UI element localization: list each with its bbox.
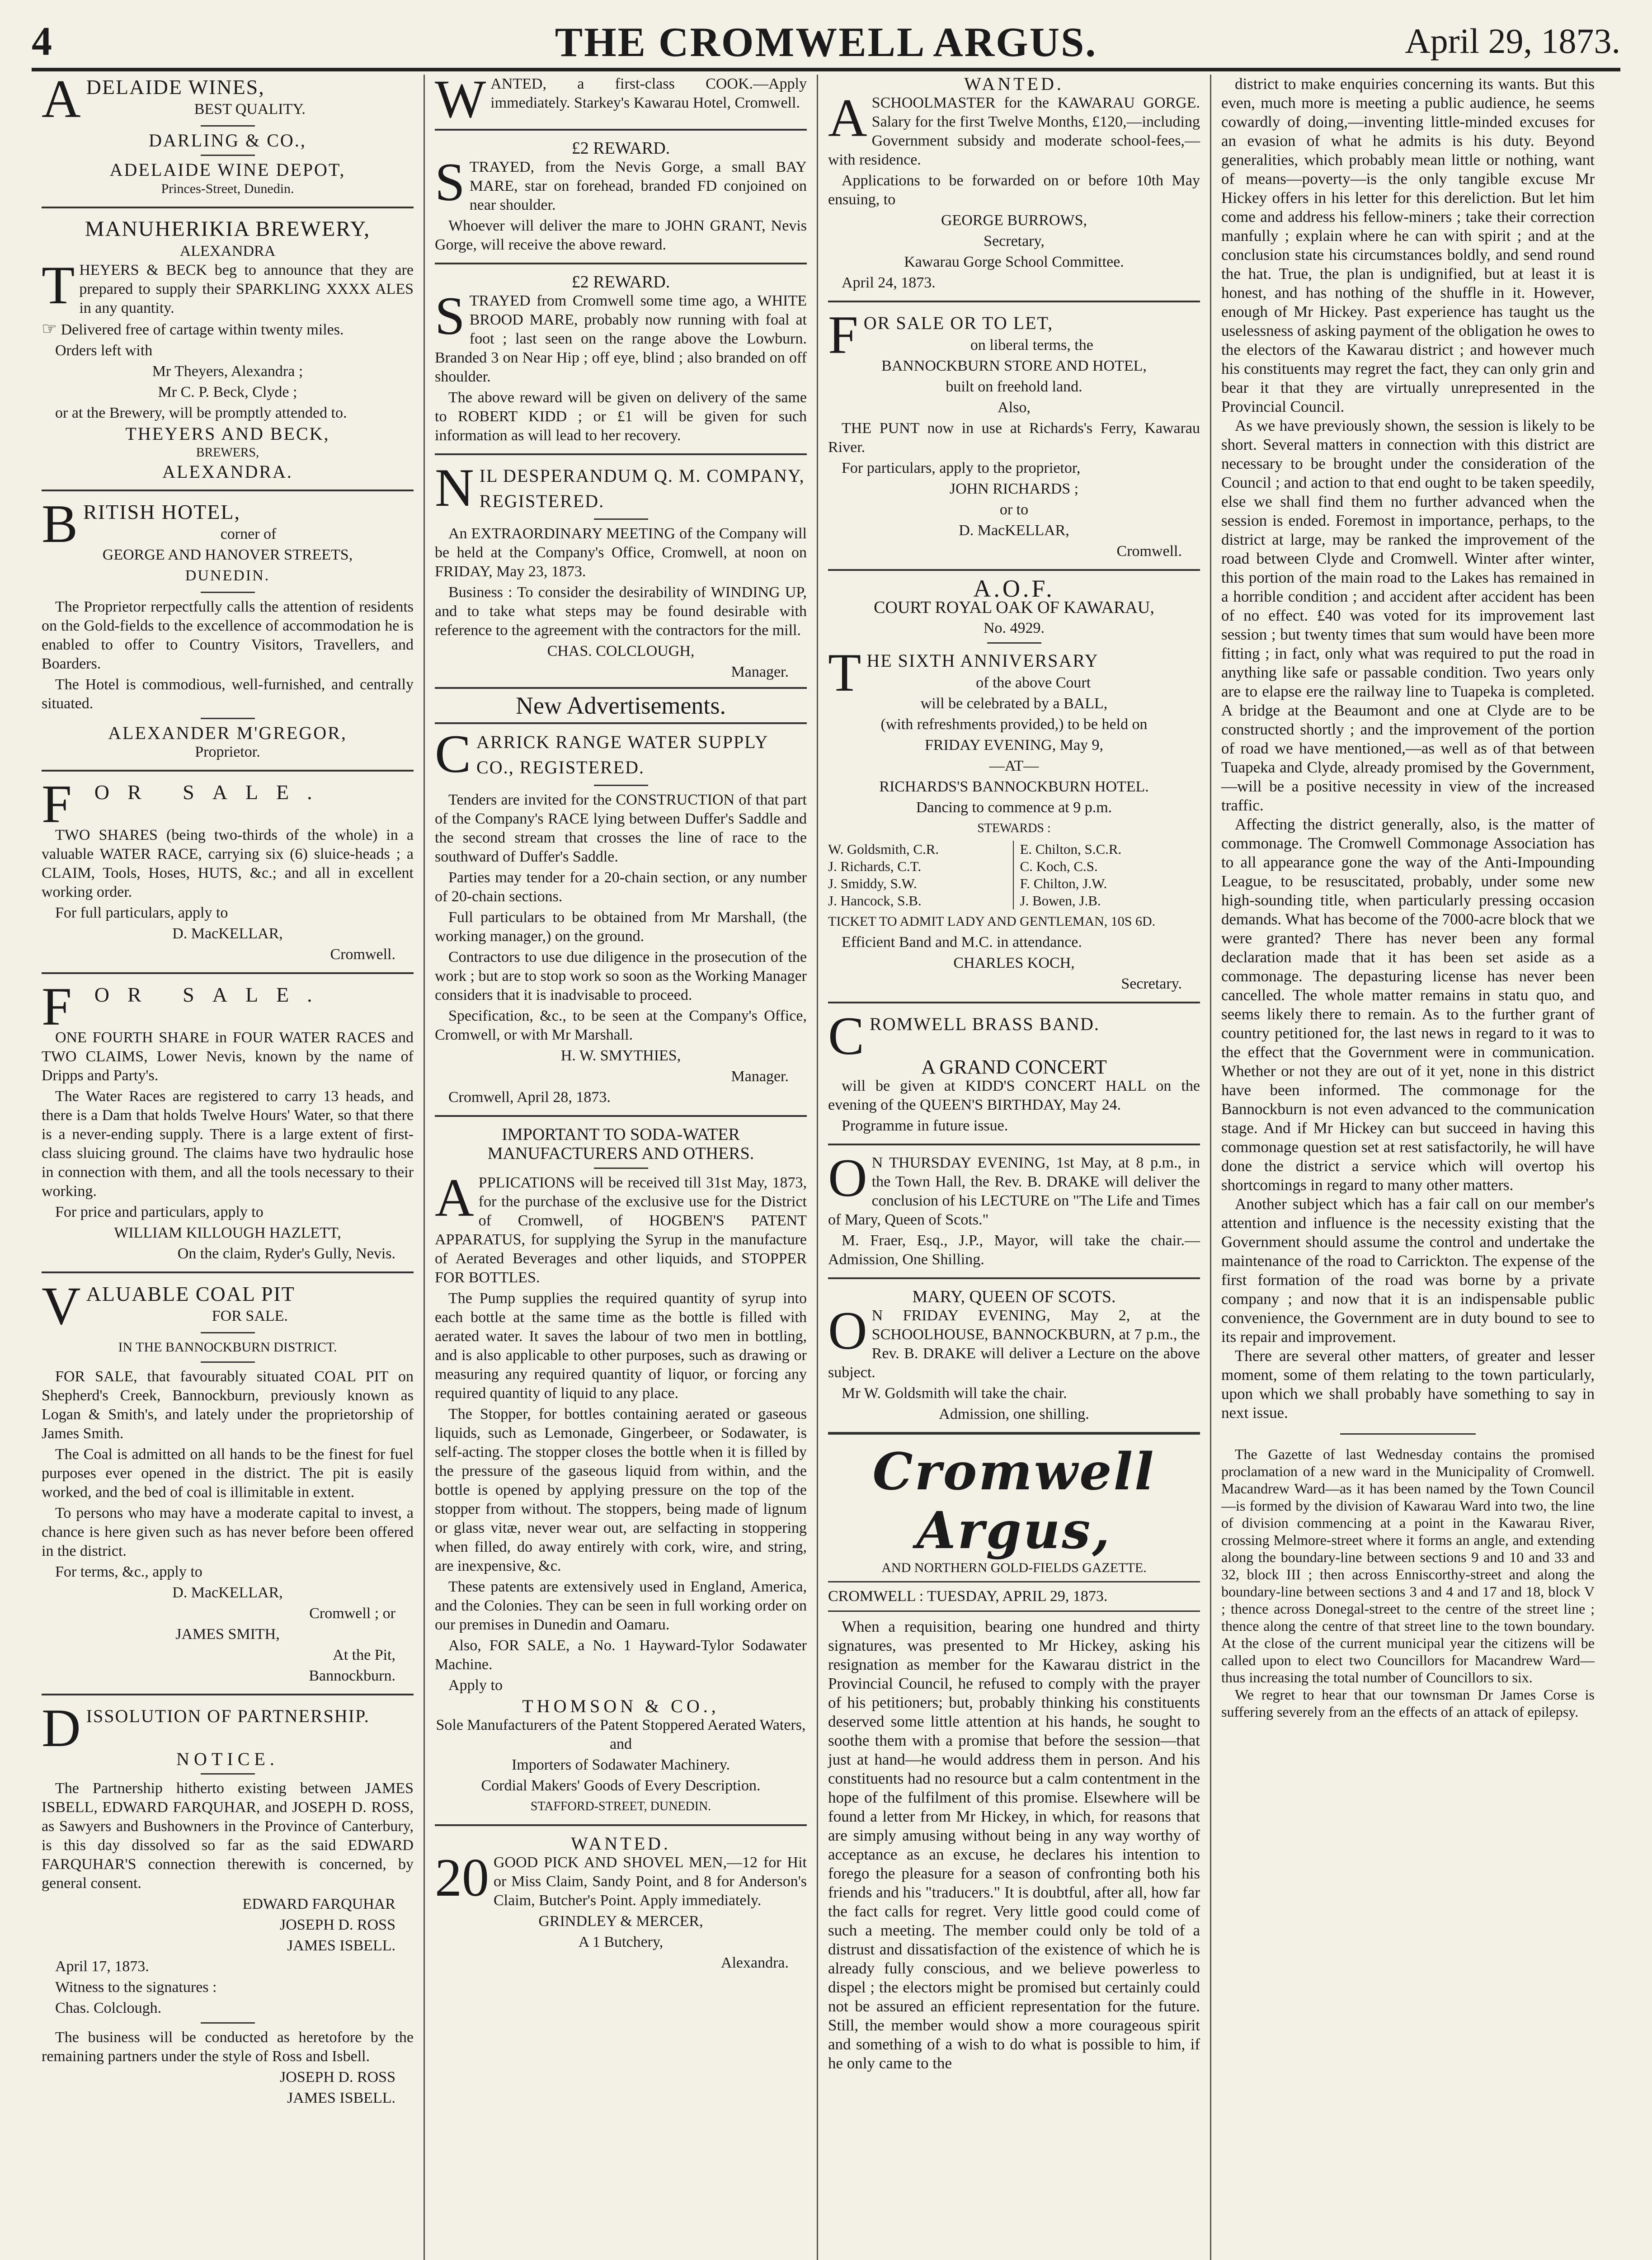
ad-line: or to	[999, 501, 1029, 518]
drop-cap: D	[42, 1698, 82, 1758]
column-1	[32, 75, 425, 2260]
notice-label: NOTICE.	[176, 1749, 279, 1769]
signature: JOHN RICHARDS ;	[949, 480, 1079, 497]
ad-text: HEYERS & BECK beg to announce that they are prepared to supply their SPARKLING XXXX ALES in any quantity.	[79, 262, 414, 316]
news-paragraph: We regret to hear that our townsman Dr James Corse is suffering severely from an the effects of an attack of epilepsy.	[1221, 1686, 1595, 1720]
firm-line: Sole Manufacturers of the Patent Stoppered Aerated Waters, and	[436, 1717, 806, 1752]
ad-text: Mr W. Goldsmith will take the chair.	[842, 1385, 1067, 1402]
issue-date: April 29, 1873.	[1405, 21, 1620, 61]
ad-text: FOR SALE, that favourably situated COAL PIT on Shepherd's Creek, Bannockburn, previously known as Logan & Smith's, and lately under the proprietorship of James Smith.	[42, 1368, 414, 1442]
ad-heading: £2 REWARD.	[571, 273, 670, 292]
ad-text: Contractors to use due diligence in the prosecution of the work ; but are to stop work so soon as the Working Manager considers that it is inadvisable to proceed.	[435, 949, 807, 1003]
pointing-hand-icon: ☞	[42, 320, 57, 339]
ad-text: Whoever will deliver the mare to JOHN GRANT, Nevis Gorge, will receive the above reward.	[435, 217, 807, 253]
ad-title: IL DESPERANDUM Q. M. COMPANY, REGISTERED.	[479, 466, 805, 511]
date: Cromwell, April 28, 1873.	[448, 1089, 611, 1106]
ad-line: —AT—	[989, 758, 1039, 774]
ad-text: THE PUNT now in use at Richards's Ferry, Kawarau River.	[828, 420, 1200, 456]
ad-line: IN THE BANNOCKBURN DISTRICT.	[118, 1340, 337, 1355]
ad-heading: A GRAND CONCERT	[921, 1056, 1107, 1078]
column-4	[1211, 75, 1605, 2260]
signature: THEYERS AND BECK,	[125, 424, 330, 444]
column-2	[425, 75, 818, 2260]
signature: ALEXANDER M'GREGOR,	[108, 723, 347, 743]
ad-line: DUNEDIN.	[185, 567, 270, 584]
ad-heading: WANTED.	[964, 75, 1064, 94]
drop-cap: F	[42, 976, 90, 1036]
ad-line: No. 4929.	[983, 620, 1045, 636]
columns	[32, 75, 1620, 2260]
signature: JAMES SMITH,	[175, 1626, 280, 1643]
ad-subtitle: BEST QUALITY.	[194, 101, 306, 118]
drop-cap: T	[828, 642, 862, 702]
signature: GRINDLEY & MERCER,	[538, 1913, 703, 1930]
ad-text: Apply to	[448, 1677, 503, 1694]
ad-subtitle: FOR SALE.	[212, 1308, 288, 1324]
signature-town: Alexandra.	[720, 1954, 789, 1971]
drop-cap: F	[42, 774, 90, 834]
ad-for-sale-water-race	[42, 774, 414, 964]
signature: EDWARD FARQUHAR	[242, 1896, 395, 1912]
signature: JOSEPH D. ROSS	[279, 2069, 395, 2086]
nameplate-title: Cromwell Argus,	[872, 1442, 1156, 1560]
ad-line: FRIDAY EVENING, May 9,	[924, 737, 1104, 753]
ad-text: Full particulars to be obtained from Mr Marshall, (the working manager,) on the ground.	[435, 909, 807, 945]
drop-cap: S	[435, 152, 465, 212]
ad-title: DELAIDE WINES,	[86, 75, 265, 99]
ad-lecture-schoolhouse	[828, 1287, 1200, 1424]
steward: W. Goldsmith, C.R.	[828, 841, 939, 857]
ad-title: OR SALE.	[94, 781, 330, 804]
ad-title: HE SIXTH ANNIVERSARY	[866, 650, 1099, 671]
ad-wanted-pick-shovel	[435, 1834, 807, 1973]
news-paragraph: The Gazette of last Wednesday contains the promised proclamation of a new ward in the Municipality of Cromwell. Macandrew Ward—as it has been named by the Town Council—is formed by the division of Kawarau Ward into two, the line of division commencing at a point in the Kawarau River, crossing Melmore-street where it forms an angle, and extending along the boundary-line between sections 9 and 10 and 33 and 32, block III ; then across Enniscorthy-street and along the boundary-line between sections 3 and 4 and 17 and 18, block V ; thence across Donegal-street to the centre of the street line ; thence along the centre of that street line to the town boundary. At the close of the current municipal year the citizens will be called upon to elect two Councillors for Macandrew Ward—thus increasing the total number of Councillors to six.	[1221, 1446, 1595, 1686]
steward: F. Chilton, J.W.	[1020, 876, 1107, 891]
drop-cap: O	[828, 1148, 867, 1208]
steward: J. Hancock, S.B.	[828, 893, 922, 909]
signature-address: On the claim, Ryder's Gully, Nevis.	[177, 1245, 395, 1262]
signature-town: Cromwell.	[1116, 543, 1182, 560]
editorial-paragraph: As we have previously shown, the session is likely to be short. Several matters in connection with this district are necessary to be brought under the consideration of the Council ; and action to that end ought to be taken speedily, else we shall find them no further advanced when the session is ended. Foremost in importance, perhaps, to the district at large, may be ranked the improvement of the road between Clyde and Cromwell. Winter after winter, this portion of the main road to the Lakes has remained in a horrible condition ; and accident after accident has been of no effect. £40 was voted for its improvement last session ; but twenty times that sum would have been more fitting ; in fact, only what was required to put the road in anything like safe or passable condition. Two years only are to elapse ere the railway line to Tuapeka is completed. A bridge at the Beaumont and one at Clyde are to be constructed shortly ; and the improvement of the portion of road we have mentioned,—as well as of that between Tuapeka and Clyde, already promised by the Government,—will be a positive necessity in view of the increased traffic.	[1221, 417, 1595, 814]
ad-text: For particulars, apply to the proprietor,	[842, 460, 1081, 476]
steward: J. Richards, C.T.	[828, 858, 922, 874]
ad-text: The Proprietor rerpectfully calls the attention of residents on the Gold-fields to the excellence of accommodation he is enabled to offer to Country Visitors, Travellers, and Boarders.	[42, 598, 414, 672]
drop-cap: N	[435, 457, 475, 518]
ad-text: Admission, one shilling.	[939, 1406, 1089, 1422]
ad-line: GEORGE AND HANOVER STREETS,	[102, 546, 353, 563]
ad-line: Dancing to commence at 9 p.m.	[916, 799, 1112, 816]
ad-text: These patents are extensively used in England, America, and the Colonies. They can be seen in full working order on our premises in Dunedin and Oamaru.	[435, 1578, 807, 1633]
ad-british-hotel	[42, 494, 414, 762]
address: Princes-Street, Dunedin.	[161, 181, 294, 196]
firm-name: THOMSON & CO.,	[522, 1696, 720, 1716]
ad-text: Business : To consider the desirability of WINDING UP, and to take what steps may be found desirable with reference to the agreement with the contractors for the mill.	[435, 584, 807, 639]
ad-title: MANUHERIKIA BREWERY,	[85, 217, 371, 241]
drop-cap: C	[435, 724, 472, 784]
signature: JOSEPH D. ROSS	[279, 1916, 395, 1933]
ad-text: N FRIDAY EVENING, May 2, at the SCHOOLHOUSE, BANNOCKBURN, at 7 p.m., the Rev. B. DRAKE will deliver a Lecture on the above subject.	[828, 1307, 1200, 1381]
signature-role: BREWERS,	[196, 446, 259, 460]
ad-reward-white-mare	[435, 273, 807, 445]
date: April 24, 1873.	[842, 274, 936, 291]
drop-cap: A	[828, 88, 867, 148]
steward: C. Koch, C.S.	[1020, 858, 1098, 874]
ad-bannockburn-store	[828, 305, 1200, 561]
drop-cap: V	[42, 1276, 82, 1336]
ad-reward-bay-mare	[435, 139, 807, 254]
firm-line: Cordial Makers' Goods of Every Description.	[481, 1777, 761, 1794]
ad-line: (with refreshments provided,) to be held on	[880, 716, 1148, 733]
signature-role: Secretary.	[1121, 975, 1182, 992]
signature-org: Kawarau Gorge School Committee.	[904, 254, 1124, 270]
ad-title: OR SALE.	[94, 983, 330, 1006]
ad-text: The Partnership hitherto existing between JAMES ISBELL, EDWARD FARQUHAR, and JOSEPH D. ROSS, as Sawyers and Bushowners in the Province of Canterbury, is this day dissolved so far as the said EDWARD FARQUHAR'S connection therewith is concerned, by general consent.	[42, 1780, 414, 1892]
newspaper-title: THE CROMWELL ARGUS.	[555, 19, 1097, 65]
agent: Mr Theyers, Alexandra ;	[152, 363, 303, 380]
ad-for-sale-nevis	[42, 976, 414, 1263]
editorial-paragraph: Another subject which has a fair call on our member's attention and influence is the necessity existing that the Government should assume the control and undertake the maintenance of the road to Carrickton. The expense of the first formation of the road was borne by a private company ; and now that it is an indispensable public convenience, the Government are in duty bound to see to its repair and improvement.	[1221, 1195, 1595, 1346]
ad-text: The business will be conducted as heretofore by the remaining partners under the style of Ross and Isbell.	[42, 2029, 414, 2065]
ad-lecture-town-hall	[828, 1148, 1200, 1269]
signature: D. MacKELLAR,	[959, 522, 1069, 539]
ad-text: will be given at KIDD'S CONCERT HALL on the evening of the QUEEN'S BIRTHDAY, May 24.	[828, 1078, 1200, 1113]
ad-line: BANNOCKBURN STORE AND HOTEL,	[881, 358, 1147, 374]
signature-role: Secretary,	[984, 233, 1045, 250]
ad-aof-ball	[828, 575, 1200, 993]
drop-cap: A	[42, 75, 82, 129]
ad-line: of the above Court	[976, 674, 1091, 691]
signature: D. MacKELLAR,	[172, 1584, 283, 1601]
column-3	[818, 75, 1211, 2260]
ad-text: The Water Races are registered to carry 13 heads, and there is a Dam that holds Twelve Hours' Water, so that there is a never-ending supply. There is a large extent of first-class sluicing ground. The claims have two hydraulic hose in connection with them, and all the tools necessary to their working.	[42, 1088, 414, 1200]
ad-heading: A.O.F.	[973, 575, 1055, 602]
ad-text: SCHOOLMASTER for the KAWARAU GORGE. Salary for the first Twelve Months, £120,—including Government subsidy and moderate school-fees,—with residence.	[828, 94, 1200, 168]
drop-cap: W	[435, 75, 486, 129]
nameplate-subtitle: AND NORTHERN GOLD-FIELDS GAZETTE.	[828, 1560, 1200, 1582]
ad-text: Witness to the signatures :	[55, 1979, 217, 1996]
ad-carrick-range	[435, 724, 807, 1107]
ad-text: TWO SHARES (being two-thirds of the whole) in a valuable WATER RACE, carrying six (6) sluice-heads ; a CLAIM, Tools, Hoses, HUTS, &c.; and all in excellent working order.	[42, 827, 414, 900]
signature: CHAS. COLCLOUGH,	[547, 643, 695, 659]
drop-cap: B	[42, 494, 79, 554]
ad-text: Programme in future issue.	[842, 1117, 1008, 1134]
ad-title: ARRICK RANGE WATER SUPPLY CO., REGISTERED.	[476, 732, 768, 777]
ad-title: OR SALE OR TO LET,	[863, 313, 1054, 333]
agent: Mr C. P. Beck, Clyde ;	[158, 384, 297, 400]
editorial-paragraph: Affecting the district generally, also, is the matter of commonage. The Cromwell Commonage Association has to all appearance gone the way of the Anti-Impounding League, to be resuscitated, probably, under some new high-sounding title, when particularly pressing occasion demands. What has become of the 7000-acre block that we were granted? There has never been any formal declaration made that it has been set aside as a commonage. The depasturing license has never been cancelled. The whole matter remains in statu quo, and seems likely there to remain. As to the further grant of country petitioned for, the last news in regard to it was to the effect that the Government were in communication. Whether or not they are out of it yet, none in this district have been informed. The commonage for the Bannockburn is not even advanced to the communication stage. And if Mr Hickey can but succeed in having this commonage question set at rest satisfactorily, he will have done the district a service which will overtop his shortcomings in regard to many other matters.	[1221, 815, 1595, 1194]
stewards-heading: STEWARDS :	[977, 821, 1051, 835]
steward: E. Chilton, S.C.R.	[1020, 841, 1122, 857]
masthead	[32, 14, 1620, 71]
signature-role: Manager.	[731, 1068, 789, 1085]
ad-line: will be celebrated by a BALL,	[920, 695, 1108, 712]
drop-cap: S	[435, 286, 465, 346]
signature: H. W. SMYTHIES,	[560, 1047, 681, 1064]
ad-line: built on freehold land.	[946, 378, 1083, 395]
drop-cap: 20	[435, 1847, 489, 1907]
drop-cap: A	[435, 1168, 474, 1228]
ad-text: The Coal is admitted on all hands to be the finest for fuel purposes ever opened in the district. The pit is easily worked, and the bed of coal is illimitable in extent.	[42, 1446, 414, 1501]
ad-text: Tenders are invited for the CONSTRUCTION of that part of the Company's RACE lying between Duffer's Saddle and the second stream that crosses the line of race to the southward of Duffer's Saddle.	[435, 791, 807, 865]
editorial-paragraph: When a requisition, bearing one hundred and thirty signatures, was presented to Mr Hickey, asking his resignation as member for the Kawarau district in the Provincial Council, he refused to comply with the prayer of his petitioners; but, probably thinking his constituents deserved some little attention at his hands, he sought to soothe them with a promise that before the session—that just at hand—he would address them in person. And his constituents had no resource but a calm contentment in the hope of the fulfilment of this promise. Elsewhere will be found a letter from Mr Hickey, in which, for reasons that are simply amusing without being in any way worthy of acceptance as an excuse, he declares his intention to forego the pleasure for a season of confronting both his friends and his "traducers." It is doubtful, after all, how far the fact calls for regret. Very little good could come of such a meeting. The member could only be told of a distrust and dissatisfaction of the existence of which he is already fully conscious, and we believe powerless to dispel ; the electors might be promised but certainly could not be assured an efficient representation for the future. Still, the member would show a more courageous spirit and something of a wish to do what is possible to him, if he only came to the	[828, 1618, 1200, 2072]
editorial-dateline: CROMWELL : TUESDAY, APRIL 29, 1873.	[828, 1582, 1200, 1612]
ad-text: An EXTRAORDINARY MEETING of the Company will be held at the Company's Office, Cromwell, at noon on FRIDAY, May 23, 1873.	[435, 525, 807, 580]
date: April 17, 1873.	[55, 1958, 149, 1975]
ad-text: TICKET TO ADMIT LADY AND GENTLEMAN, 10S 6D.	[828, 914, 1156, 929]
page-number: 4	[32, 19, 52, 64]
ad-title: RITISH HOTEL,	[83, 500, 241, 523]
ad-line: corner of	[220, 526, 277, 542]
ad-heading: MARY, QUEEN OF SCOTS.	[912, 1287, 1116, 1306]
ad-brass-band	[828, 1006, 1200, 1135]
stewards-list	[828, 841, 1200, 909]
signature: CHARLES KOCH,	[953, 955, 1075, 971]
signature: WILLIAM KILLOUGH HAZLETT,	[114, 1224, 341, 1241]
ad-line: Also,	[998, 399, 1031, 416]
ad-schoolmaster	[828, 75, 1200, 292]
signature-line: At the Pit,	[333, 1647, 395, 1663]
ad-line: on liberal terms, the	[970, 337, 1093, 353]
ad-text: Specification, &c., to be seen at the Company's Office, Cromwell, or with Mr Marshall.	[435, 1008, 807, 1043]
witness-name: Chas. Colclough.	[55, 2000, 162, 2016]
ad-text: N THURSDAY EVENING, 1st May, at 8 p.m., in the Town Hall, the Rev. B. DRAKE will deliver the conclusion of his LECTURE on "The Life and Times of Mary, Queen of Scots."	[828, 1154, 1200, 1228]
ad-text: The Hotel is commodious, well-furnished, and centrally situated.	[42, 676, 414, 712]
ad-text: Parties may tender for a 20-chain section, or any number of 20-chain sections.	[435, 869, 807, 905]
signature-town: ALEXANDRA.	[162, 461, 293, 482]
ad-line: RICHARDS'S BANNOCKBURN HOTEL.	[879, 778, 1149, 795]
ad-title: ALUABLE COAL PIT	[86, 1282, 295, 1305]
signature: JAMES ISBELL.	[287, 2090, 395, 2106]
firm-name: DARLING & CO.,	[149, 130, 306, 151]
ad-text: To persons who may have a moderate capital to invest, a chance is here given such as has never before been offered in the district.	[42, 1505, 414, 1559]
firm-address: STAFFORD-STREET, DUNEDIN.	[530, 1799, 711, 1813]
ad-text: For terms, &c., apply to	[55, 1563, 202, 1580]
drop-cap: C	[828, 1006, 866, 1066]
firm-line: Importers of Sodawater Machinery.	[511, 1756, 730, 1773]
signature-town: Cromwell.	[330, 946, 395, 963]
ad-text: TRAYED from Cromwell some time ago, a WHITE BROOD MARE, probably now running with foal at foot ; last seen on the range above the Lowburn. Branded 3 on Near Hip ; off eye, blind ; also branded on off shoulder.	[435, 292, 807, 385]
ad-text: The Stopper, for bottles containing aerated or gaseous liquids, such as Lemonade, Gingerbeer, or Sodawater, is self-acting. The stopper closes the bottle when it is filled by the pressure of the gaseous liquid from within, and the bottle is opened by applying pressure on the top of the stopper from without. The stoppers, being made of lignum or glass vitæ, never wear out, are selfacting in stoppering when filled, do away entirely with cork, wire, and string, are inexpensive, &c.	[435, 1406, 807, 1574]
ad-text: TRAYED, from the Nevis Gorge, a small BAY MARE, star on forehead, branded FD conjoined on near shoulder.	[469, 159, 807, 213]
steward: J. Bowen, J.B.	[1020, 893, 1101, 909]
depot-name: ADELAIDE WINE DEPOT,	[109, 160, 346, 180]
signature-line: Bannockburn.	[309, 1667, 395, 1684]
drop-cap: O	[828, 1300, 867, 1361]
ad-coal-pit	[42, 1276, 414, 1686]
ad-text: ONE FOURTH SHARE in FOUR WATER RACES and TWO CLAIMS, Lower Nevis, known by the name of Dripps and Party's.	[42, 1029, 414, 1084]
ad-text: or at the Brewery, will be promptly attended to.	[55, 405, 347, 421]
steward: J. Smiddy, S.W.	[828, 876, 917, 891]
ad-text: Orders left with	[55, 342, 153, 359]
ad-text: ANTED, a first-class COOK.—Apply immediately. Starkey's Kawarau Hotel, Cromwell.	[490, 75, 807, 111]
ad-dissolution	[42, 1698, 414, 2108]
signature-role: A 1 Butchery,	[578, 1934, 664, 1950]
ad-text: Also, FOR SALE, a No. 1 Hayward-Tylor Sodawater Machine.	[435, 1637, 807, 1673]
ad-line: COURT ROYAL OAK OF KAWARAU,	[874, 598, 1154, 617]
ad-text: The Pump supplies the required quantity of syrup into each bottle at the same time as the bottle is filled with aerated water. It saves the labour of two men in bottling, and is also applicable to other purposes, such as drawing or measuring any required quantity of liquor, or forcing any required quantity of liquid to any place.	[435, 1290, 807, 1402]
ad-heading: WANTED.	[571, 1833, 671, 1854]
ad-subtitle: ALEXANDRA	[179, 243, 276, 259]
signature-role: Proprietor.	[195, 744, 260, 760]
signature: D. MacKELLAR,	[172, 925, 283, 942]
editorial-paragraph: There are several other matters, of greater and lesser moment, some of them relating to the town particularly, upon which we shall probably have something to say in next issue.	[1221, 1347, 1595, 1422]
ad-adelaide-wines	[42, 75, 414, 198]
ad-text: PPLICATIONS will be received till 31st May, 1873, for the purchase of the exclusive use for the District of Cromwell, of HOGBEN'S PATENT APPARATUS, for supplying the Syrup in the manufacture of Aerated Beverages and other liquids, and STOPPER FOR BOTTLES.	[435, 1174, 807, 1286]
drop-cap: T	[42, 255, 75, 315]
ad-text: Delivered free of cartage within twenty miles.	[61, 321, 344, 338]
ad-heading: IMPORTANT TO SODA-WATER MANUFACTURERS AND OTHERS.	[487, 1125, 754, 1163]
ad-text: The above reward will be given on delivery of the same to ROBERT KIDD ; or £1 will be given for such information as will lead to her recovery.	[435, 389, 807, 444]
signature-line: Cromwell ; or	[309, 1605, 395, 1622]
ad-title: ISSOLUTION OF PARTNERSHIP.	[86, 1706, 370, 1726]
ad-manuherikia-brewery	[42, 217, 414, 481]
ad-title: ROMWELL BRASS BAND.	[870, 1014, 1100, 1034]
ad-text: For price and particulars, apply to	[55, 1204, 264, 1220]
ad-nil-desperandum	[435, 457, 807, 682]
signature: JAMES ISBELL.	[287, 1937, 395, 1954]
editorial	[828, 1617, 1200, 2073]
ad-heading: £2 REWARD.	[571, 139, 670, 158]
ad-wanted-cook	[435, 75, 807, 129]
signature-role: Manager.	[731, 664, 789, 680]
ad-text: For full particulars, apply to	[55, 904, 228, 921]
ad-text: GOOD PICK AND SHOVEL MEN,—12 for Hit or Miss Claim, Sandy Point, and 8 for Anderson's Claim, Butcher's Point. Apply immediately.	[494, 1854, 807, 1909]
signature: GEORGE BURROWS,	[941, 212, 1087, 229]
editorial-paragraph: district to make enquiries concerning its wants. But this even, much more is meeting a public audience, he seems cowardly of doing,—inventing little-minded excuses for an evasion of what he admits is his duty. Beyond generalities, which probably mean little or nothing, want of means—poverty—is the only tangible excuse Mr Hickey offers in his letter for this dereliction. But let him come and address his fellow-miners ; take their correction manfully ; explain where he can with spirit ; and at the conclusion state his circumstances boldly, and send round the hat. True, the plan is undignified, but at least it is honest, and has nothing of the shuffle in it. However, enough of Mr Hickey. Past experience has taught us the uselessness of asking payment of the obligation he owes to the electors of the Kawarau district ; and however much his constituents may regret the fact, they can only grin and bear it that they are virtually unrepresented in the Provincial Council.	[1221, 75, 1595, 415]
ad-text: Efficient Band and M.C. in attendance.	[842, 934, 1082, 951]
drop-cap: F	[828, 305, 859, 365]
ad-text: Applications to be forwarded on or before 10th May ensuing, to	[828, 172, 1200, 208]
ad-soda-water	[435, 1125, 807, 1816]
ad-text: M. Fraer, Esq., J.P., Mayor, will take the chair.—Admission, One Shilling.	[828, 1232, 1200, 1268]
section-heading-new-advertisements: New Advertisements.	[435, 687, 807, 724]
